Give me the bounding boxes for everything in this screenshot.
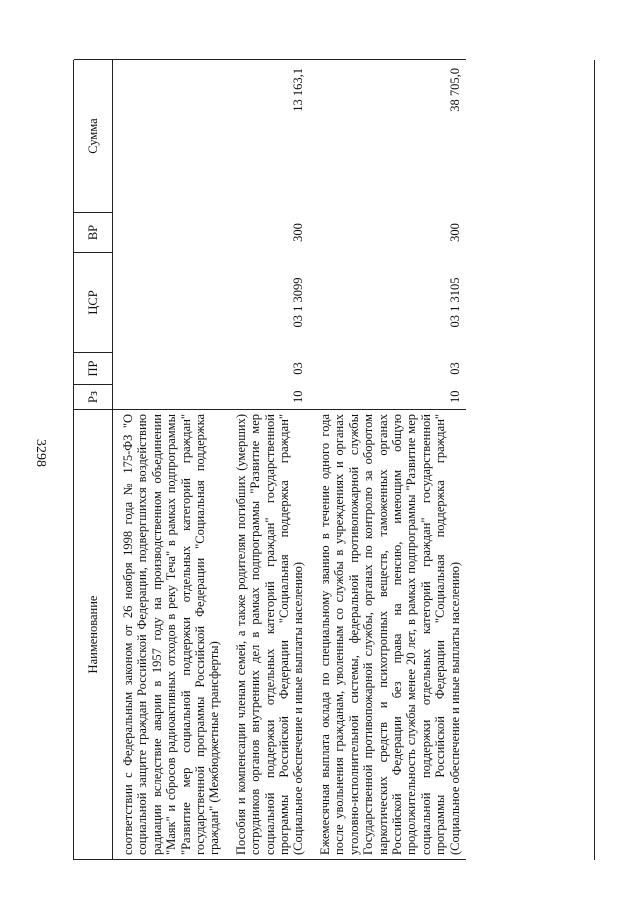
row-pr bbox=[113, 353, 226, 385]
budget-table bbox=[74, 59, 466, 860]
header-vr: ВР bbox=[74, 213, 113, 253]
header-pr: ПР bbox=[74, 353, 113, 385]
row-name: соответствии с Федеральным законом от 26 ноября 1998 года № 175-ФЗ "О социальной защите граждан Российской Федерации, подвергшихся воздействию радиации вследствие аварии в 1957 году на производственном объединении "Маяк" и сбросов радиоактивных отходов в реку Теча" в рамках подпрограммы "Развитие мер социальной поддержки отдельных категорий граждан" государственной программы Российской Федерации "Социальная поддержка граждан" (Межбюджетные трансферты) bbox=[113, 410, 226, 860]
budget-table-sheet bbox=[73, 60, 595, 860]
table-header-row bbox=[74, 60, 113, 860]
page-number: 3298 bbox=[33, 439, 48, 467]
header-rz: Рз bbox=[74, 385, 113, 410]
row-pr: 03 bbox=[447, 362, 462, 375]
row-name: Пособия и компенсации членам семей, а также родителям погибших (умерших) сотрудников органов внутренних дел в рамках подпрограммы "Развитие мер социальной поддержки отдельных категорий граждан" государственной программы Российской Федерации "Социальная поддержка граждан" (Социальное обеспечение и иные выплаты населению) bbox=[226, 410, 310, 860]
row-sum: 38 705,0 bbox=[310, 60, 466, 213]
row-sum bbox=[113, 60, 226, 213]
row-rz: 10 bbox=[447, 390, 462, 403]
row-csr: 03 1 3105 bbox=[447, 277, 462, 328]
row-vr: 300 bbox=[447, 223, 462, 242]
row-csr: 03 1 3099 bbox=[291, 277, 306, 328]
row-sum: 13 163,1 bbox=[226, 60, 310, 213]
row-name: Ежемесячная выплата оклада по специальному званию в течение одного года после увольнения гражданам, уволенным со службы в учреждениях и органах уголовно-исполнительной системы, федеральной противопожарной службы Государственной противопожарной службы, органах по контролю за оборотом наркотических средств и психотропных веществ, таможенных органах Российской Федерации без права на пенсию, имеющим общую продолжительность службы менее 20 лет, в рамках подпрограммы "Развитие мер социальной поддержки отдельных категорий граждан" государственной программы Российской Федерации "Социальная поддержка граждан" (Социальное обеспечение и иные выплаты населению) bbox=[310, 410, 466, 860]
table-row bbox=[226, 60, 310, 860]
row-rz: 10 bbox=[291, 390, 306, 403]
row-rz bbox=[113, 385, 226, 410]
row-vr bbox=[113, 213, 226, 253]
table-row bbox=[310, 60, 466, 860]
header-name: Наименование bbox=[74, 410, 113, 860]
header-sum: Сумма bbox=[74, 60, 113, 213]
header-csr: ЦСР bbox=[74, 253, 113, 353]
row-vr: 300 bbox=[291, 223, 306, 242]
row-csr bbox=[113, 253, 226, 353]
table-row bbox=[113, 60, 226, 860]
row-pr: 03 bbox=[291, 362, 306, 375]
